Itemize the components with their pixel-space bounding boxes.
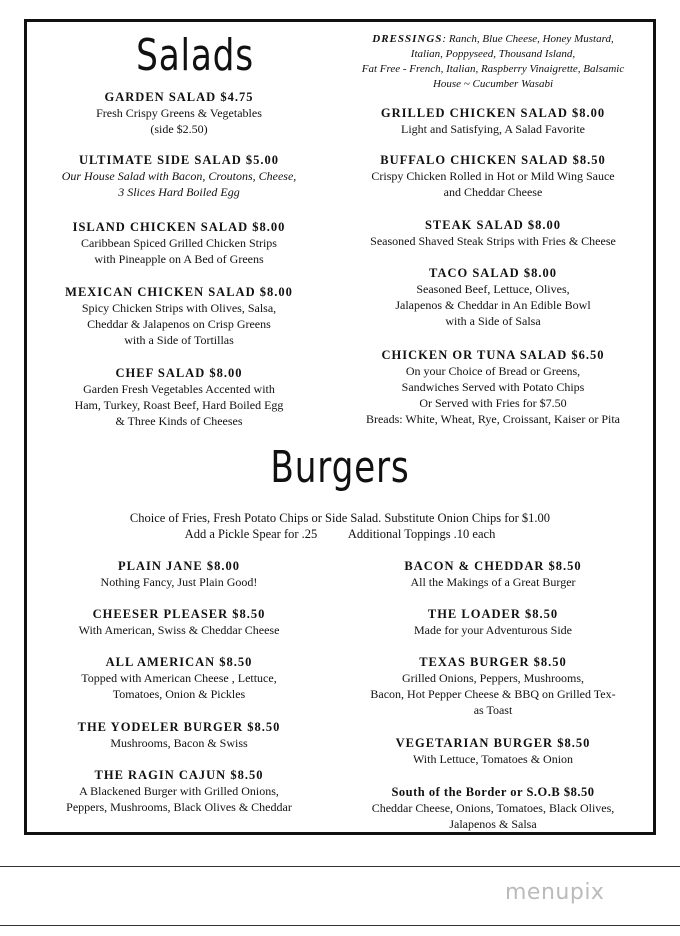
item-name: CHEF SALAD $8.00: [115, 366, 243, 380]
item-description: Caribbean Spiced Grilled Chicken Strips: [81, 236, 277, 250]
intro-line: Choice of Fries, Fresh Potato Chips or Side Salad. Substitute Onion Chips for $1.00: [129, 511, 551, 525]
burgers-heading: Burgers: [270, 442, 410, 493]
item-description: Spicy Chicken Strips with Olives, Salsa,: [81, 301, 277, 315]
item-name: South of the Border or S.O.B $8.50: [391, 785, 595, 799]
burger-item: [34, 558, 324, 590]
item-description: With Lettuce, Tomatoes & Onion: [412, 752, 574, 766]
item-description: With American, Swiss & Cheddar Cheese: [78, 623, 280, 637]
item-description: (side $2.50): [150, 122, 208, 136]
item-name: BUFFALO CHICKEN SALAD $8.50: [380, 153, 606, 167]
item-name: THE LOADER $8.50: [427, 607, 559, 621]
salad-item: [333, 347, 653, 427]
dressings-label: DRESSINGS: [372, 33, 443, 45]
item-name: TEXAS BURGER $8.50: [419, 655, 567, 669]
salad-item: [34, 152, 324, 200]
item-description: Breads: White, Wheat, Rye, Croissant, Kaiser or Pita: [365, 412, 621, 426]
item-description: Light and Satisfying, A Salad Favorite: [401, 122, 585, 136]
item-description: Jalapenos & Salsa: [449, 817, 537, 831]
item-description: Peppers, Mushrooms, Black Olives & Cheddar: [66, 800, 292, 814]
item-name: VEGETARIAN BURGER $8.50: [395, 736, 591, 750]
burger-item: [34, 767, 324, 815]
dressings-line: Fat Free - French, Italian, Raspberry Vinaigrette, Balsamic: [361, 63, 625, 75]
item-description: and Cheddar Cheese: [443, 185, 543, 199]
item-description: & Three Kinds of Cheeses: [115, 414, 243, 428]
menupix-logo: menupix: [505, 880, 605, 905]
item-description: 3 Slices Hard Boiled Egg: [118, 185, 240, 199]
salad-item: [333, 152, 653, 200]
burger-item: [333, 784, 653, 832]
burger-item: [333, 606, 653, 638]
item-name: THE YODELER BURGER $8.50: [77, 720, 281, 734]
salad-item: [333, 217, 653, 249]
item-name: CHEESER PLEASER $8.50: [92, 607, 266, 621]
salad-item: [34, 89, 324, 137]
item-description: On your Choice of Bread or Greens,: [405, 364, 581, 378]
item-description: Mushrooms, Bacon & Swiss: [110, 736, 248, 750]
item-description: Seasoned Beef, Lettuce, Olives,: [416, 282, 570, 296]
item-description: Garden Fresh Vegetables Accented with: [83, 382, 275, 396]
item-description: with a Side of Salsa: [445, 314, 541, 328]
item-name: GARDEN SALAD $4.75: [104, 90, 254, 104]
item-description: Sandwiches Served with Potato Chips: [401, 380, 585, 394]
item-name: CHICKEN OR TUNA SALAD $6.50: [381, 348, 605, 362]
item-description: Nothing Fancy, Just Plain Good!: [100, 575, 258, 589]
burger-item: [333, 735, 653, 767]
burger-item: [333, 654, 653, 718]
item-description: Or Served with Fries for $7.50: [419, 396, 567, 410]
salad-item: [333, 105, 653, 137]
item-description: Crispy Chicken Rolled in Hot or Mild Wing Sauce: [371, 169, 615, 183]
burger-item: [34, 654, 324, 702]
item-description: with Pineapple on A Bed of Greens: [94, 252, 264, 266]
salad-item: [34, 284, 324, 348]
item-description: Jalapenos & Cheddar in An Edible Bowl: [395, 298, 591, 312]
dressings-line: House ~ Cucumber Wasabi: [432, 78, 554, 90]
item-description: Cheddar & Jalapenos on Crisp Greens: [87, 317, 271, 331]
item-name: MEXICAN CHICKEN SALAD $8.00: [65, 285, 293, 299]
item-name: ULTIMATE SIDE SALAD $5.00: [78, 153, 280, 167]
item-description: as Toast: [473, 703, 513, 717]
item-description: Fresh Crispy Greens & Vegetables: [96, 106, 262, 120]
item-description: Cheddar Cheese, Onions, Tomatoes, Black Olives,: [371, 801, 615, 815]
item-name: TACO SALAD $8.00: [429, 266, 557, 280]
burger-item: [34, 719, 324, 751]
item-description: Topped with American Cheese , Lettuce,: [81, 671, 277, 685]
burger-item: [333, 558, 653, 590]
salad-item: [34, 219, 324, 267]
dressings-list: [333, 32, 653, 92]
item-name: PLAIN JANE $8.00: [118, 559, 240, 573]
burger-item: [34, 606, 324, 638]
item-name: ISLAND CHICKEN SALAD $8.00: [72, 220, 286, 234]
salads-heading: Salads: [136, 30, 254, 81]
item-name: ALL AMERICAN $8.50: [105, 655, 253, 669]
intro-line: Add a Pickle Spear for .25 Additional Toppings .10 each: [184, 527, 496, 541]
item-description: Grilled Onions, Peppers, Mushrooms,: [402, 671, 584, 685]
item-name: BACON & CHEDDAR $8.50: [404, 559, 582, 573]
item-name: STEAK SALAD $8.00: [424, 218, 562, 232]
item-description: Bacon, Hot Pepper Cheese & BBQ on Grilled Tex-: [370, 687, 616, 701]
item-description: Seasoned Shaved Steak Strips with Fries & Cheese: [370, 234, 616, 248]
item-description: All the Makings of a Great Burger: [410, 575, 576, 589]
item-description: Ham, Turkey, Roast Beef, Hard Boiled Egg: [74, 398, 284, 412]
dressings-line: : Ranch, Blue Cheese, Honey Mustard,: [442, 33, 614, 45]
dressings-line: Italian, Poppyseed, Thousand Island,: [410, 48, 576, 60]
item-name: THE RAGIN CAJUN $8.50: [94, 768, 264, 782]
salad-item: [333, 265, 653, 329]
item-description: A Blackened Burger with Grilled Onions,: [79, 784, 279, 798]
salad-item: [34, 365, 324, 429]
item-name: GRILLED CHICKEN SALAD $8.00: [380, 106, 606, 120]
item-description: Made for your Adventurous Side: [414, 623, 572, 637]
burgers-intro: [34, 510, 646, 542]
item-description: with a Side of Tortillas: [124, 333, 234, 347]
item-description: Our House Salad with Bacon, Croutons, Cheese,: [61, 169, 297, 183]
item-description: Tomatoes, Onion & Pickles: [112, 687, 246, 701]
